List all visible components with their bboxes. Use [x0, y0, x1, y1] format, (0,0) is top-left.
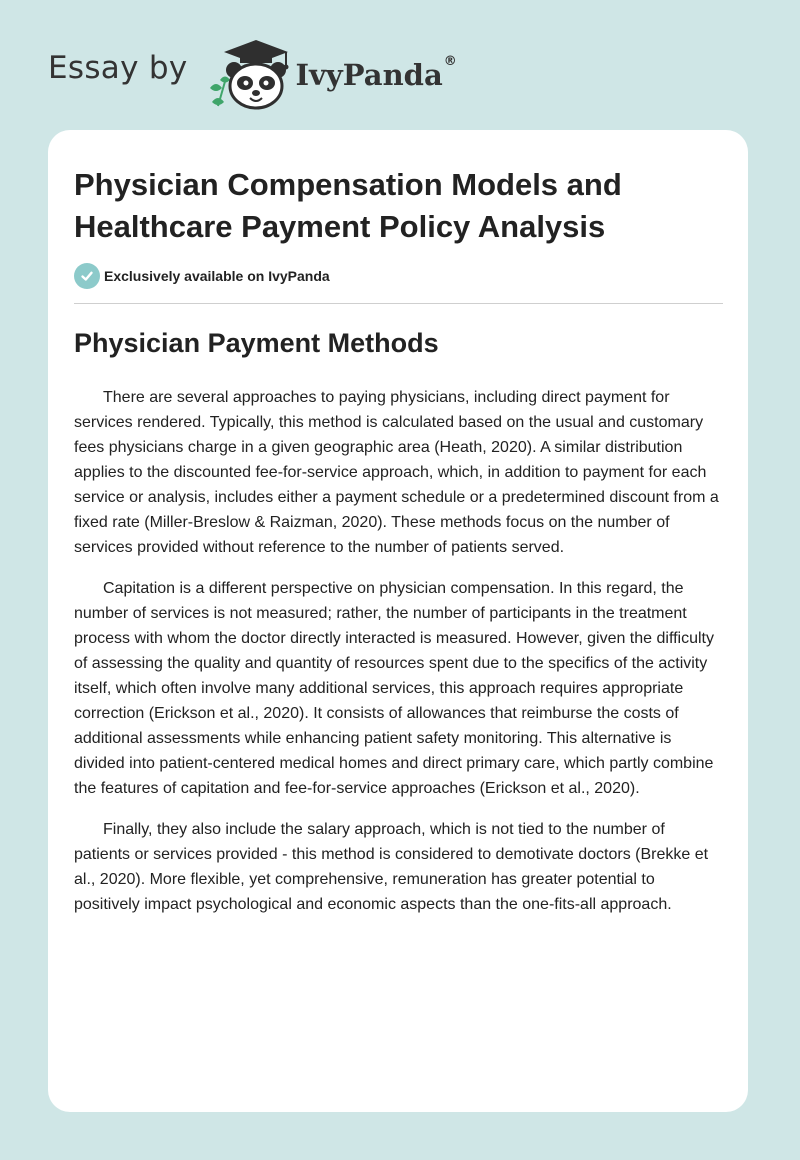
paragraph: Capitation is a different perspective on physician compensation. In this regard, the number of services is not measured; rather, the number of participants in the treatment process with whom the doctor directly interacted is measured. However, given the difficulty of assessing the quality and quantity of resources spent due to the specifics of the activity itself, which often involve many additional services, this approach requires appropriate correction (Erickson et al., 2020). It consists of allowances that reimburse the costs of additional assessments while enhancing patient safety monitoring. This alternative is divided into patient-centered medical homes and direct primary care, which partly combine the features of capitation and fee-for-service approaches (Erickson et al., 2020). [74, 580, 714, 797]
page-title: Physician Compensation Models and Healthcare Payment Policy Analysis [74, 167, 622, 244]
check-icon [74, 263, 100, 289]
registered-mark: ® [443, 54, 457, 69]
site-brand[interactable] [48, 36, 457, 112]
brand-name: IvyPanda® [295, 54, 457, 92]
panda-graduate-icon [202, 36, 298, 112]
article-card [48, 130, 748, 1112]
exclusive-badge [74, 263, 330, 289]
article-body [74, 385, 722, 933]
paragraph: Finally, they also include the salary approach, which is not tied to the number of patients or services provided - this method is considered to demotivate doctors (Brekke et al., 2020). More flexible, yet comprehensive, remuneration has greater potential to positively impact psychological and economic aspects than the one-fits-all approach. [74, 821, 709, 913]
exclusive-label: Exclusively available on IvyPanda [104, 268, 330, 284]
section-heading: Physician Payment Methods [74, 328, 439, 358]
paragraph: There are several approaches to paying physicians, including direct payment for services rendered. Typically, this method is calculated based on the usual and customary fees physicians charge in a given geographic area (Heath, 2020). A similar distribution applies to the discounted fee-for-service approach, which, in addition to payment for each service or analysis, includes either a payment schedule or a predetermined discount from a fixed rate (Miller-Breslow & Raizman, 2020). These methods focus on the number of services provided without reference to the number of patients served. [74, 389, 719, 556]
divider [74, 303, 723, 304]
brand-prefix: Essay by [48, 50, 188, 86]
